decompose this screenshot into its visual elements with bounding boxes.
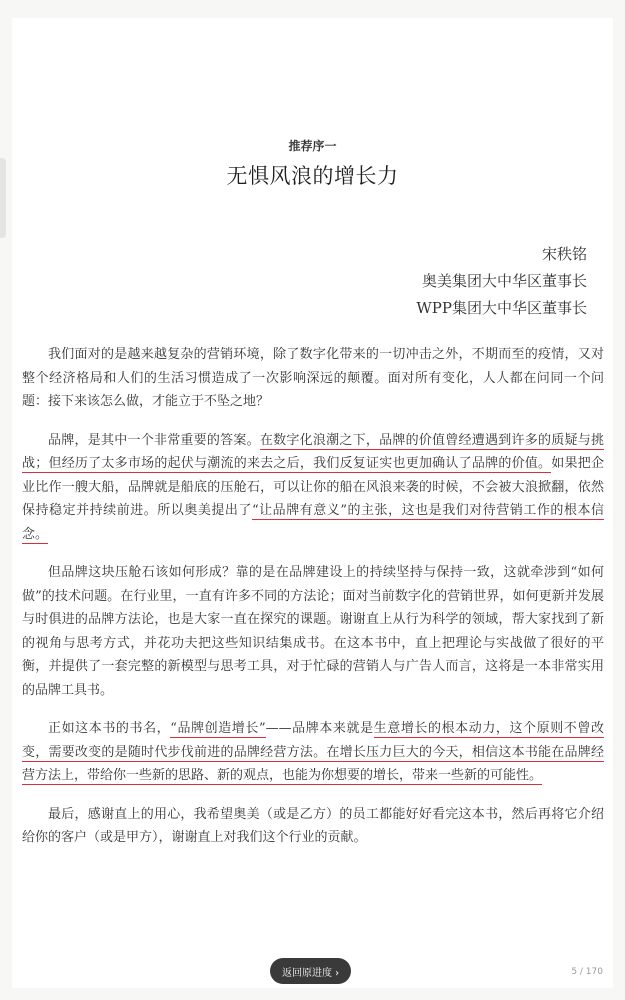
body-text: [22, 343, 604, 865]
paragraph-1: 我们面对的是越来越复杂的营销环境，除了数字化带来的一切冲击之外，不期而至的疫情，又对整个经济格局和人们的生活习惯造成了一次影响深远的颠覆。面对所有变化，人人都在问同一个问题：接下来该怎么做，才能立于不坠之地？: [22, 347, 604, 409]
page-indicator: 5 / 170: [571, 967, 603, 977]
paragraph-2-text: 如果把企业比作一艘大船，品牌就是船底的压舱石，可以让你的船在风浪来袭的时候，不会被大浪掀翻，依然保持稳定并持续前进。所以奥美提出了: [22, 456, 604, 518]
paragraph-2: [22, 429, 604, 547]
preface-label: 推荐序一: [288, 139, 337, 153]
paragraph-2-text: 品牌，是其中一个非常重要的答案。: [48, 432, 260, 448]
paragraph-4-text: 正如这本书的书名，: [48, 721, 171, 736]
paragraph-4: [22, 717, 604, 788]
paragraph-5: 最后，感谢直上的用心，我希望奥美（或是乙方）的员工都能好好看完这本书，然后再将它介绍给你的客户（或是甲方），谢谢直上对我们这个行业的贡献。: [22, 806, 604, 845]
page-title: 无惧风浪的增长力: [226, 164, 399, 188]
highlight-underline[interactable]: “品牌创造增长”: [170, 721, 266, 736]
author-role-1: 奥美集团大中华区董事长: [421, 272, 587, 290]
paragraph-3: 但品牌这块压舱石该如何形成？靠的是在品牌建设上的持续坚持与保持一致，这就牵涉到“如何做”的技术问题。在行业里，一直有许多不同的方法论；面对当前数字化的营销世界，如何更新并发展与时俱进的品牌方法论，也是大家一直在探究的课题。谢谢直上从行为科学的领域，帮大家找到了新的视角与思考方式，并花功夫把这些知识结集成书。在这本书中，直上把理论与实战做了很好的平衡，并提供了一套完整的新模型与思考工具，对于忙碌的营销人与广告人而言，这将是一本非常实用的品牌工具书。: [22, 565, 604, 698]
highlight-underline[interactable]: 在数字化浪潮之下，品牌的价值曾经遭遇到许多的质疑与挑战；但经历了太多市场的起伏与潮流的来去之后，我们反复证实也更加确认了品牌的价值。: [22, 432, 604, 471]
return-progress-button[interactable]: 返回原进度 ›: [270, 958, 351, 984]
highlight-underline[interactable]: 生意增长的根本动力，这个原则不曾改变，需要改变的是随时代步伐前进的品牌经营方法。在增长压力巨大的今天，相信这本书能在品牌经营方法上，带给你一些新的思路、新的观点，也能为你想要的增长，带来一些新的可能性。: [22, 721, 604, 783]
paragraph-4-text: ——品牌本来就是: [265, 721, 374, 736]
highlight-underline[interactable]: “让品牌有意义”的主张，这也是我们对待营销工作的根本信念。: [22, 503, 604, 542]
author-role-2: WPP集团大中华区董事长: [416, 299, 587, 317]
author-name: 宋秩铭: [541, 245, 587, 263]
